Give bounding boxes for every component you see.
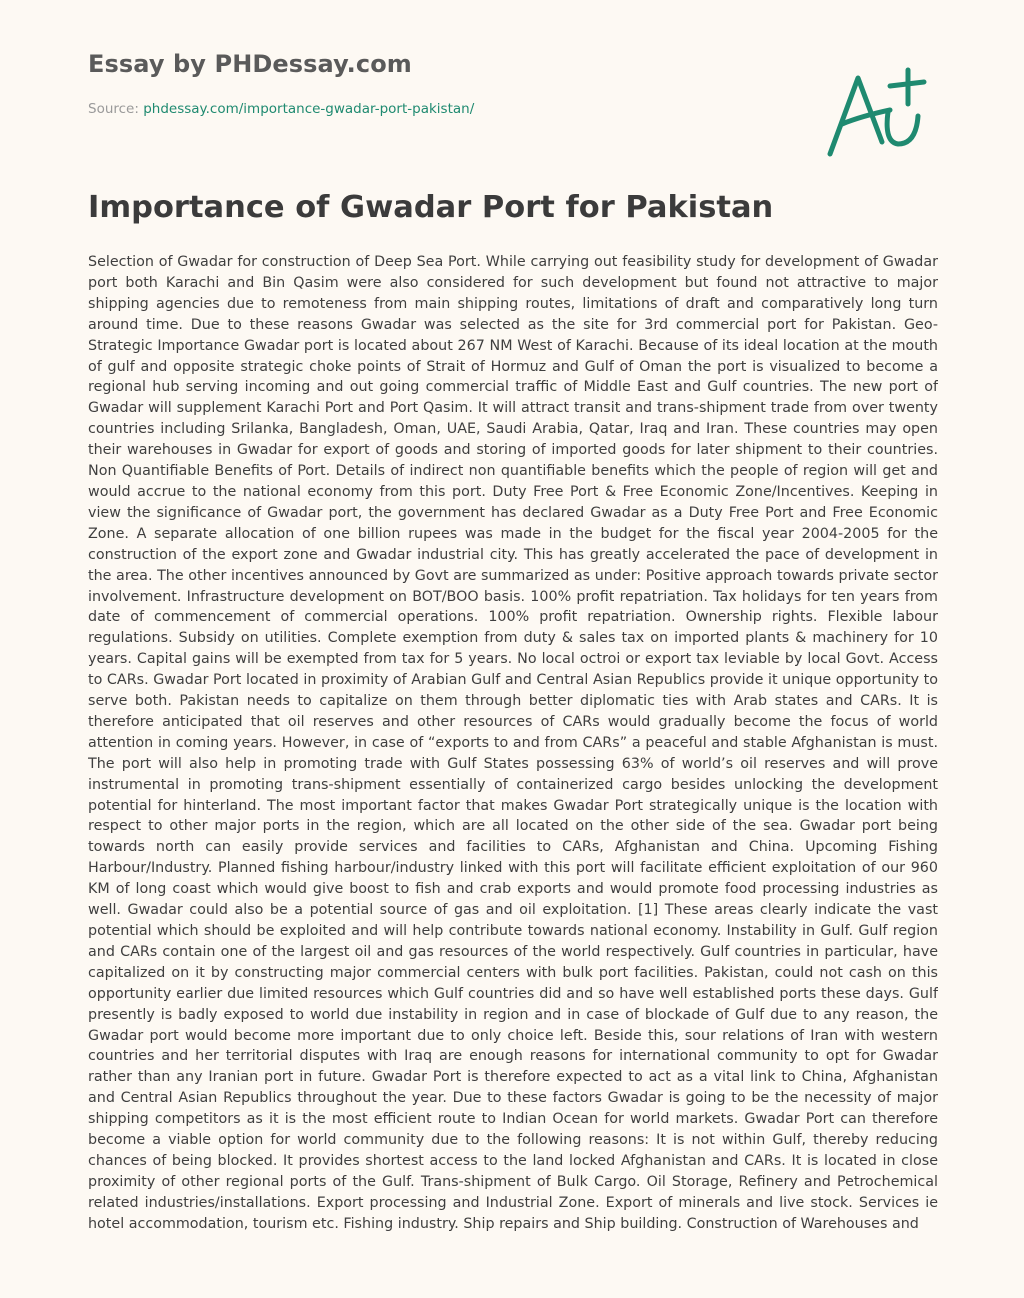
essay-body: Selection of Gwadar for construction of Deep Sea Port. While carrying out feasibility study for development of Gwadar port both Karachi and Bin Qasim were also considered for such development but found not attractive to major shipping agencies due to remoteness from main shipping routes, limitations of draft and comparatively long turn around time. Due to these reasons Gwadar was selected as the site for 3rd commercial port for Pakistan. Geo-Strategic Importance Gwadar port is located about 267 NM West of Karachi. Because of its ideal location at the mouth of gulf and opposite strategic choke points of Strait of Hormuz and Gulf of Oman the port is visualized to become a regional hub serving incoming and out going commercial traffic of Middle East and Gulf countries. The new port of Gwadar will supplement Karachi Port and Port Qasim. It will attract transit and trans-shipment trade from over twenty countries including Srilanka, Bangladesh, Oman, UAE, Saudi Arabia, Qatar, Iraq and Iran. These countries may open their warehouses in Gwadar for export of goods and storing of imported goods for later shipment to their countries. Non Quantifiable Benefits of Port. Details of indirect non quantifiable benefits which the people of region will get and would accrue to the national economy from this port. Duty Free Port & Free Economic Zone/Incentives. Keeping in view the significance of Gwadar port, the government has declared Gwadar as a Duty Free Port and Free Economic Zone. A separate allocation of one billion rupees was made in the budget for the fiscal year 2004-2005 for the construction of the export zone and Gwadar industrial city. This has greatly accelerated the pace of development in the area. The other incentives announced by Govt are summarized as under: Positive approach towards private sector involvement. Infrastructure development on BOT/BOO basis. 100% profit repatriation. Tax holidays for ten years from date of commencement of commercial operations. 100% profit repatriation. Ownership rights. Flexible labour regulations. Subsidy on utilities. Complete exemption from duty & sales tax on imported plants & machinery for 10 years. Capital gains will be exempted from tax for 5 years. No local octroi or export tax leviable by local Govt. Access to CARs. Gwadar Port located in proximity of Arabian Gulf and Central Asian Republics provide it unique opportunity to serve both. Pakistan needs to capitalize on them through better diplomatic ties with Arab states and CARs. It is therefore anticipated that oil reserves and other resources of CARs would gradually become the focus of world attention in coming years. However, in case of “exports to and from CARs” a peaceful and stable Afghanistan is must. The port will also help in promoting trade with Gulf States possessing 63% of world’s oil reserves and will prove instrumental in promoting trans-shipment essentially of containerized cargo besides unlocking the development potential for hinterland. The most important factor that makes Gwadar Port strategically unique is the location with respect to other major ports in the region, which are all located on the other side of the sea. Gwadar port being towards north can easily provide services and facilities to CARs, Afghanistan and China. Upcoming Fishing Harbour/Industry. Planned fishing harbour/industry linked with this port will facilitate efficient exploitation of our 960 KM of long coast which would give boost to fish and crab exports and would promote food processing industries as well. Gwadar could also be a potential source of gas and oil exploitation. [1] These areas clearly indicate the vast potential which should be exploited and will help contribute towards national economy. Instability in Gulf. Gulf region and CARs contain one of the largest oil and gas resources of the world respectively. Gulf countries in particular, have capitalized on it by constructing major commercial centers with bulk port facilities. Pakistan, could not cash on this opportunity earlier due limited resources which Gulf countries did and so have well established ports these days. Gulf presently is badly exposed to world due instability in region and in case of blockade of Gulf due to any reason, the Gwadar port would become more important due to only choice left. Beside this, sour relations of Iran with western countries and her territorial disputes with Iraq are enough reasons for international community to opt for Gwadar rather than any Iranian port in future. Gwadar Port is therefore expected to act as a vital link to China, Afghanistan and Central Asian Republics throughout the year. Due to these factors Gwadar is going to be the necessity of major shipping competitors as it is the most efficient route to Indian Ocean for world markets. Gwadar Port can therefore become a viable option for world community due to the following reasons: It is not within Gulf, thereby reducing chances of being blocked. It provides shortest access to the land locked Afghanistan and CARs. It is located in close proximity of other regional ports of the Gulf. Trans-shipment of Bulk Cargo. Oil Storage, Refinery and Petrochemical related industries/installations. Export processing and Industrial Zone. Export of minerals and live stock. Services ie hotel accommodation, tourism etc. Fishing industry. Ship repairs and Ship building. Construction of Warehouses and <box>88 254 938 1232</box>
a-plus-logo-icon <box>820 64 930 164</box>
site-brand: Essay by PHDessay.com <box>88 50 412 78</box>
source-line <box>88 101 474 117</box>
essay-title: Importance of Gwadar Port for Pakistan <box>88 190 774 225</box>
source-label: Source: <box>88 101 139 117</box>
source-link[interactable]: phdessay.com/importance-gwadar-port-pakistan/ <box>143 101 475 117</box>
